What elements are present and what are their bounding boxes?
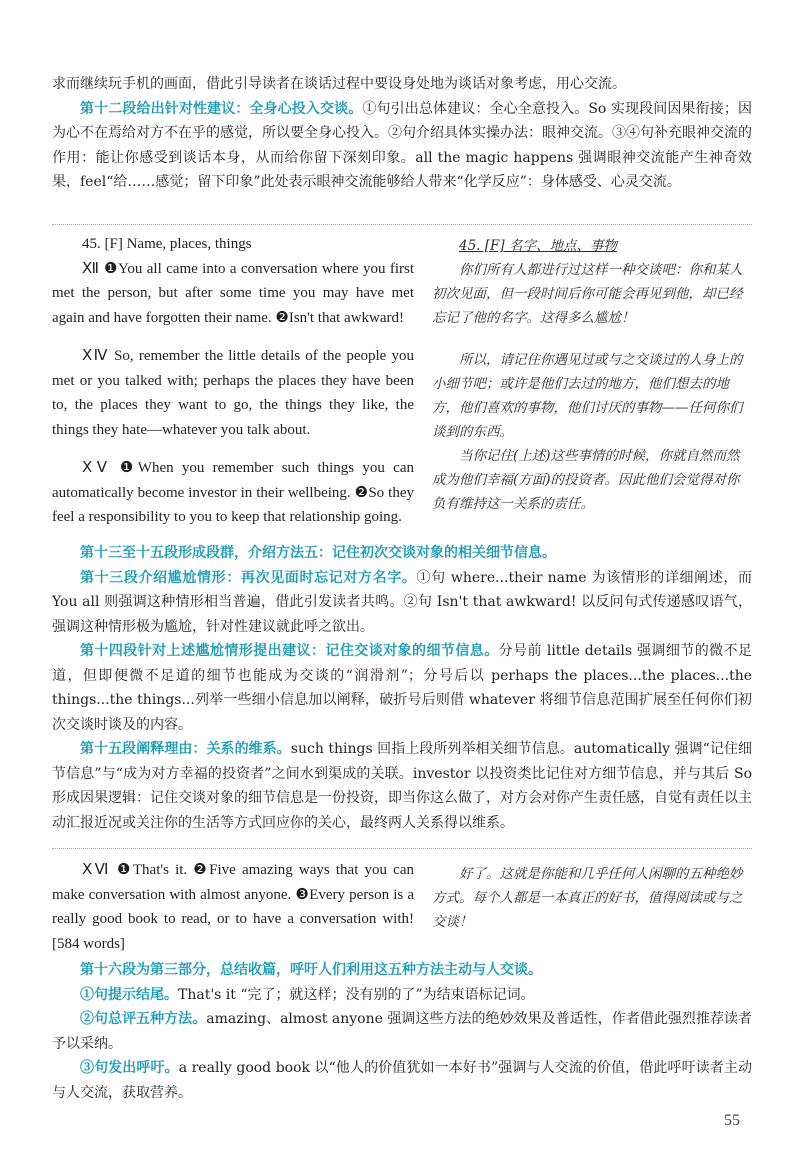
chinese-paragraph-15: 当你记住(上述)这些事情的时候，你就自然而然成为他们幸福(方面)的投资者。因此他们会觉得对你负有维持这一关系的责任。 <box>432 448 740 512</box>
sentence-2-text: amazing、almost anyone 强调这些方法的绝妙效果及普适性，作者借此强烈推荐读者予以采纳。 <box>52 1011 753 1052</box>
section-16-chinese <box>432 862 748 934</box>
section-45-heading-en: 45. [F] Name, places, things <box>82 236 252 252</box>
page-number: 55 <box>724 1112 740 1129</box>
english-paragraph-16: ⅩⅥ ❶That's it. ❷Five amazing ways that you can make conversation with almost anyone. ❸Every person is a really good book to read, or to have a conversation with! [584 words] <box>52 862 414 952</box>
section-45-english <box>52 232 414 530</box>
section-45-chinese <box>432 234 748 516</box>
chinese-paragraph-13: 你们所有人都进行过这样一种交谈吧：你和某人初次见面，但一段时间后你可能会再见到他，却已经忘记了他的名字。这得多么尴尬！ <box>432 262 743 326</box>
paragraph-16-lead: 第十六段为第三部分，总结收篇，呼吁人们利用这五种方法主动与人交谈。 <box>80 962 542 978</box>
sentence-1-analysis <box>52 983 752 1008</box>
paragraph-continuation: 求而继续玩手机的画面，借此引导读者在谈话过程中要设身处地为谈话对象考虑，用心交流。 <box>52 76 626 92</box>
chinese-paragraph-16: 好了。这就是你能和几乎任何人闲聊的五种绝妙方式。每个人都是一本真正的好书，值得阅读或与之交谈！ <box>432 866 743 930</box>
sentence-3-text: a really good book 以“他人的价值犹如一本好书”强调与人交流的价值，借此呼吁读者主动与人交流，获取营养。 <box>52 1060 753 1101</box>
analysis-16 <box>52 958 752 1105</box>
chinese-paragraph-14: 所以，请记住你遇见过或与之交谈过的人身上的小细节吧；或许是他们去过的地方，他们想去的地方，他们喜欢的事物，他们讨厌的事物——任何你们谈到的东西。 <box>432 352 743 440</box>
paragraph-group-lead: 第十三至十五段形成段群，介绍方法五：记住初次交谈对象的相关细节信息。 <box>80 545 556 561</box>
sentence-2-lead: ②句总评五种方法。 <box>80 1011 207 1027</box>
section-16-english <box>52 858 414 956</box>
sentence-3-analysis <box>52 1056 752 1105</box>
paragraph-13-analysis <box>52 566 752 640</box>
paragraph-12-lead: 第十二段给出针对性建议：全身心投入交谈。 <box>80 100 363 117</box>
analysis-13-15 <box>52 541 752 835</box>
paragraph-12-text: ①句引出总体建议：全心全意投入。So 实现段间因果衔接；因为心不在焉给对方不在乎的感觉，所以要全身心投入。②句介绍具体实操办法：眼神交流。③④句补充眼神交流的作用：能让你感受到谈话本身，从而给你留下深刻印象。all the magic happens 强调眼神交流能产生神奇效果，feel“给……感觉；留下印象”此处表示眼神交流能够给人带来“化学反应”：身体感受、心灵交流。 <box>52 100 753 190</box>
english-paragraph-14: ⅩⅣ So, remember the little details of the people you met or you talked with; perhaps the places they have been to, the places they want to go, the things they like, the things they hate—whatever you talk about. <box>52 348 414 438</box>
sentence-1-lead: ①句提示结尾。 <box>80 986 178 1003</box>
section-45-heading-cn: 45. [F] 名字、地点、事物 <box>459 238 617 254</box>
paragraph-13-lead: 第十三段介绍尴尬情形：再次见面时忘记对方名字。 <box>80 569 417 586</box>
sentence-3-lead: ③句发出呼吁。 <box>80 1060 179 1076</box>
divider <box>52 224 752 225</box>
paragraph-13-text: ①句 where...their name 为该情形的详细阐述，而 You all 则强调这种情形相当普遍，借此引发读者共鸣。②句 Isn't that awkward! 以反问句式传递感叹语气，强调这种情形极为尴尬，针对性建议就此呼之欲出。 <box>52 569 752 635</box>
sentence-1-text: That's it “完了；就这样；没有别的了”为结束语标记词。 <box>178 986 535 1003</box>
paragraph-14-analysis <box>52 639 752 737</box>
paragraph-15-analysis <box>52 737 752 835</box>
paragraph-12-analysis <box>52 97 752 195</box>
paragraph-group-analysis <box>52 541 752 566</box>
paragraph-14-lead: 第十四段针对上述尴尬情形提出建议：记住交谈对象的细节信息。 <box>80 643 499 659</box>
paragraph-16-analysis <box>52 958 752 983</box>
top-analysis <box>52 72 752 195</box>
divider <box>52 848 752 849</box>
paragraph-14-text: 分号前 little details 强调细节的微不足道，但即便微不足道的细节也能成为交谈的“润滑剂”；分号后以 perhaps the places...the places...the things...the things...列举一些细小信息加以阐释，破折号后则借 whatever 将细节信息范围扩展至任何你们初次交谈时谈及的内容。 <box>52 643 753 733</box>
english-paragraph-15: ⅩⅤ ❶When you remember such things you can automatically become investor in their wellbeing. ❷So they feel a responsibility to you to keep that relationship going. <box>52 460 414 525</box>
paragraph-15-text: such things 回指上段所列举相关细节信息。automatically 强调“记住细节信息”与“成为对方幸福的投资者”之间水到渠成的关联。investor 以投资类比记住对方细节信息，并与其后 So 形成因果逻辑：记住交谈对象的细节信息是一份投资，即当你这么做了，对方会对你产生责任感，自觉有责任以主动汇报近况或关注你的生活等方式回应你的关心，最终两人关系得以维系。 <box>52 741 753 831</box>
sentence-2-analysis <box>52 1007 752 1056</box>
english-paragraph-13: Ⅻ ❶You all came into a conversation where you first met the person, but after some time you may have met again and have forgotten their name. ❷Isn't that awkward! <box>52 260 414 326</box>
paragraph-15-lead: 第十五段阐释理由：关系的维系。 <box>80 741 291 757</box>
